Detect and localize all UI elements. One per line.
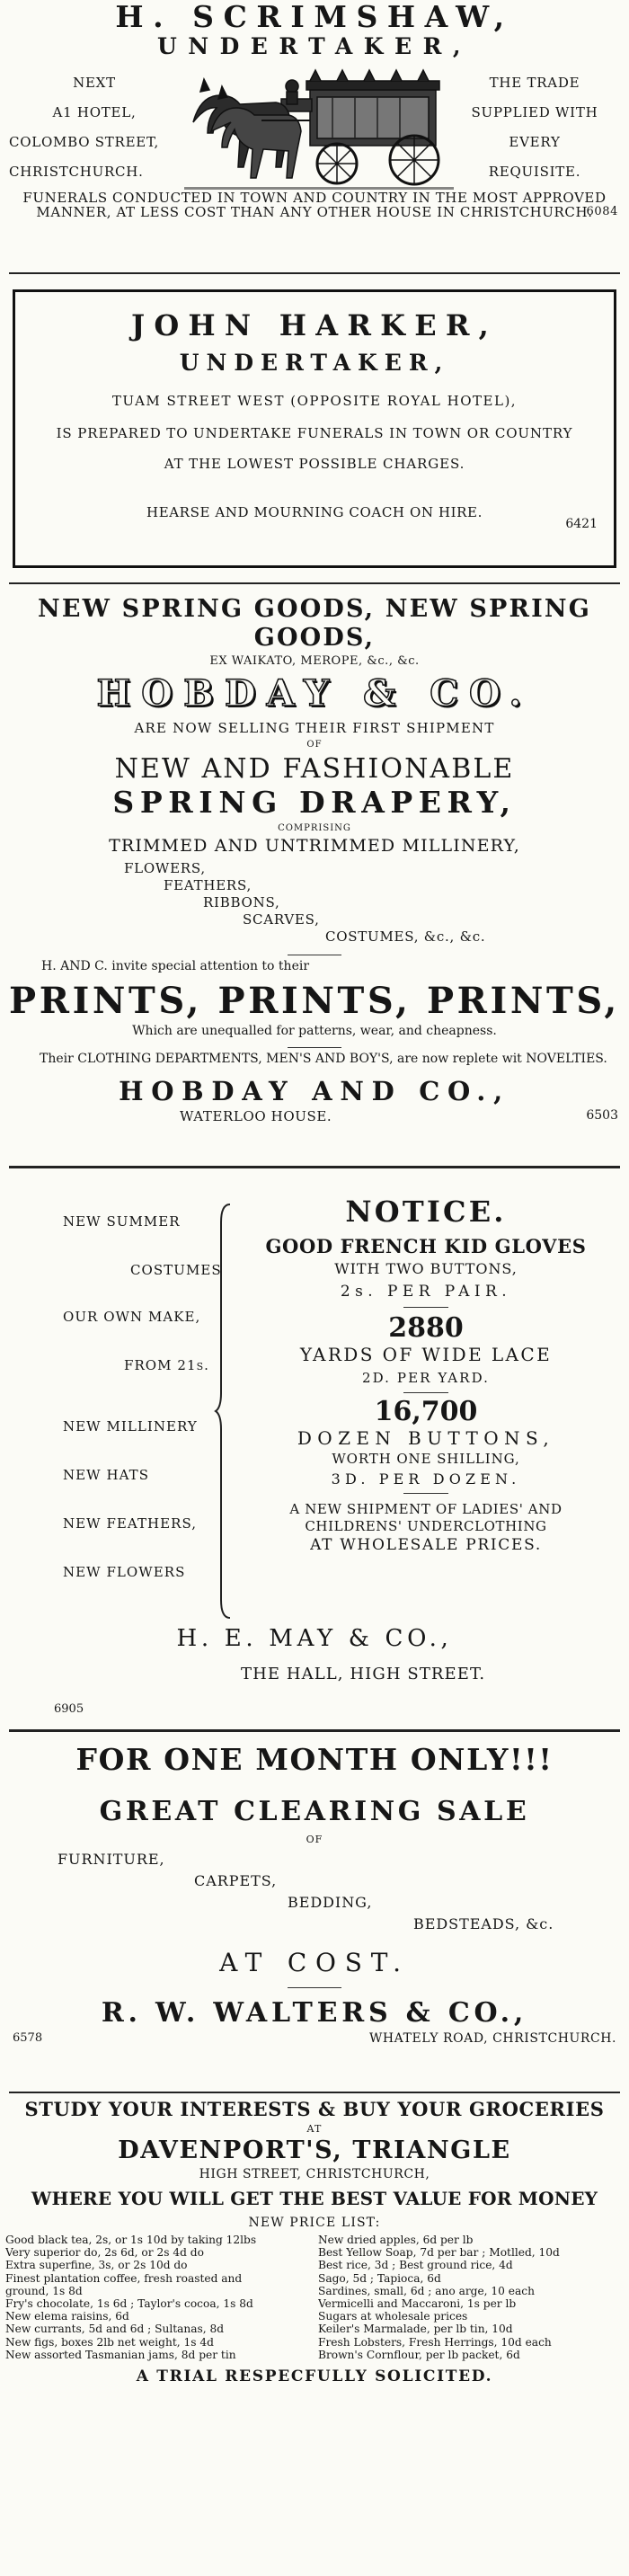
hobday-ref: 6503 [586, 1108, 618, 1123]
divider [9, 582, 620, 584]
may-address: THE HALL, HIGH STREET. [241, 1665, 486, 1683]
hobday-ex-ships: EX WAIKATO, MEROPE, &c., &c. [209, 654, 420, 668]
walters-firm: R. W. WALTERS & CO., [101, 1997, 528, 2029]
list-item: Sardines, small, 6d ; ano arge, 10 each [318, 2284, 535, 2297]
list-item: Extra superfine, 3s, or 2s 10d do [5, 2259, 188, 2272]
list-item: Fresh Lobsters, Fresh Herrings, 10d each [318, 2335, 552, 2349]
list-item: Fry's chocolate, 1s 6d ; Taylor's cocoa, 1s 8d [5, 2297, 253, 2311]
may-lace: YARDS OF WIDE LACE [299, 1344, 553, 1365]
list-item: Best rice, 3d ; Best ground rice, 4d [318, 2259, 513, 2272]
scrimshaw-funerals-notice: FUNERALS CONDUCTED IN TOWN AND COUNTRY IN THE MOST APPROVED MANNER, AT LESS COST THAN ANY OTHER HOUSE IN CHRISTCHURCH. 6084 [22, 190, 618, 220]
davenport-address: HIGH STREET, CHRISTCHURCH, [199, 2167, 430, 2181]
list-item: Sugars at wholesale prices [318, 2310, 468, 2323]
list-item: New figs, boxes 2lb net weight, 1s 4d [5, 2335, 214, 2349]
walters-headline: FOR ONE MONTH ONLY!!! [75, 1742, 554, 1777]
list-item: New dried apples, 6d per lb [318, 2234, 474, 2246]
divider [403, 1493, 448, 1494]
may-advertisement: NEW SUMMER COSTUMES OUR OWN MAKE, FROM 21s. NEW MILLINERY NEW HATS NEW FEATHERS, NEW FLOWERS NOTICE. GOOD FRENCH KID GLOVES WITH TWO BUTTONS, 2s. PER PAIR. 2880 YARDS OF WIDE LACE 2D. PER YARD. 16,700 DOZEN BUTTONS, WORTH ONE SHILLING, 3D. PER DOZEN. A NEW SHIPMENT OF LADIES' AND CHILDRENS' UNDERCLOTHING AT WHOLESALE PRICES. H. E. MAY & CO., THE HALL, HIGH STREET. 6905 [0, 1195, 629, 1730]
may-lace-quantity: 2880 [388, 1312, 464, 1344]
hobday-firm-display: HOBDAY & CO. [96, 672, 533, 715]
davenport-at: AT [306, 2123, 323, 2135]
harker-trade: UNDERTAKER, [179, 350, 450, 376]
hobday-spring-drapery: SPRING DRAPERY, [112, 785, 517, 820]
list-item: New currants, 5d and 6d ; Sultanas, 8d [5, 2323, 225, 2336]
may-ref: 6905 [54, 1702, 84, 1716]
price-list-right-column [318, 2234, 624, 2361]
scrimshaw-name: H. SCRIMSHAW, [115, 0, 514, 34]
harker-address: TUAM STREET WEST (OPPOSITE ROYAL HOTEL), [111, 393, 518, 409]
hobday-house: WATERLOO HOUSE. [180, 1108, 332, 1124]
divider [288, 1987, 341, 1988]
may-right-column [232, 1195, 620, 1555]
scrimshaw-trade-note: THE TRADE SUPPLIED WITH EVERY REQUISITE. [471, 75, 598, 180]
list-item: Vermicelli and Maccaroni, 1s per lb [318, 2297, 517, 2311]
list-item: Keiler's Marmalade, per lb tin, 10d [318, 2323, 513, 2336]
may-wholesale: AT WHOLESALE PRICES. [310, 1536, 542, 1554]
hobday-invite: H. AND C. invite special attention to their [41, 959, 310, 973]
davenport-solicited: A TRIAL RESPECFULLY SOLICITED. [136, 2367, 493, 2386]
scrimshaw-ref: 6084 [586, 205, 618, 218]
scrimshaw-trade: UNDERTAKER, [156, 33, 473, 59]
davenport-price-title: NEW PRICE LIST: [248, 2216, 381, 2230]
list-item: Sago, 5d ; Tapioca, 6d [318, 2271, 441, 2285]
list-item: Very superior do, 2s 6d, or 2s 4d do [5, 2246, 204, 2260]
hobday-advertisement [0, 595, 629, 1126]
harker-ref: 6421 [565, 517, 598, 531]
may-pair-price: 2s. PER PAIR. [340, 1283, 512, 1301]
walters-sale: GREAT CLEARING SALE [99, 1796, 530, 1827]
may-buttons: DOZEN BUTTONS, [297, 1427, 555, 1449]
may-gloves: GOOD FRENCH KID GLOVES [265, 1235, 587, 1257]
hobday-items-list: FLOWERS, FEATHERS, RIBBONS, SCARVES, COSTUMES, &c., &c. [124, 860, 486, 945]
may-notice: NOTICE. [345, 1195, 507, 1229]
walters-at-cost: AT COST. [219, 1948, 410, 1977]
list-item: Finest plantation coffee, fresh roasted and [5, 2271, 243, 2285]
harker-frame [13, 289, 616, 568]
may-worth: WORTH ONE SHILLING, [332, 1451, 520, 1467]
davenport-advertisement [0, 2098, 629, 2386]
price-list-left-column [5, 2234, 311, 2361]
harker-name: JOHN HARKER, [130, 308, 499, 342]
hobday-headline: NEW SPRING GOODS, NEW SPRING GOODS, [38, 595, 591, 652]
may-dozen-price: 3D. PER DOZEN. [331, 1470, 521, 1488]
davenport-firm: DAVENPORT'S, TRIANGLE [118, 2136, 511, 2164]
divider [9, 272, 620, 274]
hobday-of: OF [306, 740, 323, 750]
scrimshaw-address: NEXT A1 HOTEL, COLOMBO STREET, CHRISTCHURCH. [9, 75, 160, 180]
list-item: Best Yellow Soap, 7d per bar ; Motlled, 10d [318, 2246, 560, 2260]
may-firm: H. E. MAY & CO., [176, 1625, 453, 1652]
hearse-carriage-engraving [175, 67, 463, 192]
walters-address: WHATELY ROAD, CHRISTCHURCH. [368, 2031, 616, 2046]
may-lace-price: 2D. PER YARD. [361, 1370, 491, 1386]
davenport-price-list [0, 2230, 629, 2361]
walters-of: OF [306, 1834, 323, 1845]
divider [403, 1307, 448, 1308]
hobday-comprising: COMPRISING [278, 823, 351, 833]
list-item: New assorted Tasmanian jams, 8d per tin [5, 2348, 236, 2361]
harker-line-2: AT THE LOWEST POSSIBLE CHARGES. [164, 456, 465, 472]
may-two-buttons: WITH TWO BUTTONS, [334, 1260, 518, 1277]
may-buttons-quantity: 16,700 [374, 1396, 478, 1427]
harker-advertisement [0, 289, 629, 568]
hobday-departments: Their CLOTHING DEPARTMENTS, MEN'S AND BOY'S, are now replete wit NOVELTIES. [40, 1052, 607, 1066]
hobday-selling: ARE NOW SELLING THEIR FIRST SHIPMENT [134, 720, 495, 736]
may-shipment-1: A NEW SHIPMENT OF LADIES' AND [289, 1501, 563, 1517]
list-item: New elema raisins, 6d [5, 2310, 129, 2323]
hobday-firm-footer: HOBDAY AND CO., [119, 1076, 510, 1106]
walters-ref: 6578 [13, 2031, 43, 2045]
hobday-unequalled: Which are unequalled for patterns, wear, and cheapness. [132, 1024, 497, 1038]
scrimshaw-advertisement [0, 0, 629, 219]
harker-hire: HEARSE AND MOURNING COACH ON HIRE. [146, 504, 483, 520]
hobday-prints: PRINTS, PRINTS, PRINTS, [9, 980, 620, 1022]
list-item: Brown's Cornflour, per lb packet, 6d [318, 2348, 520, 2361]
list-item: Good black tea, 2s, or 1s 10d by taking 12lbs [5, 2234, 257, 2246]
divider [403, 1392, 448, 1393]
hobday-millinery: TRIMMED AND UNTRIMMED MILLINERY, [109, 836, 520, 856]
divider [9, 1166, 620, 1168]
may-shipment-2: CHILDRENS' UNDERCLOTHING [305, 1518, 547, 1534]
davenport-value: WHERE YOU WILL GET THE BEST VALUE FOR MONEY [31, 2188, 598, 2209]
hobday-new-fashionable: NEW AND FASHIONABLE [114, 753, 515, 785]
divider [9, 1729, 620, 1732]
list-item: ground, 1s 8d [5, 2284, 83, 2297]
walters-items: FURNITURE, CARPETS, BEDDING, BEDSTEADS, &c. [58, 1851, 554, 1932]
walters-advertisement [0, 1742, 629, 2049]
davenport-headline: STUDY YOUR INTERESTS & BUY YOUR GROCERIES [24, 2098, 605, 2120]
divider [9, 2092, 620, 2093]
harker-line-1: IS PREPARED TO UNDERTAKE FUNERALS IN TOWN OR COUNTRY [56, 425, 573, 441]
